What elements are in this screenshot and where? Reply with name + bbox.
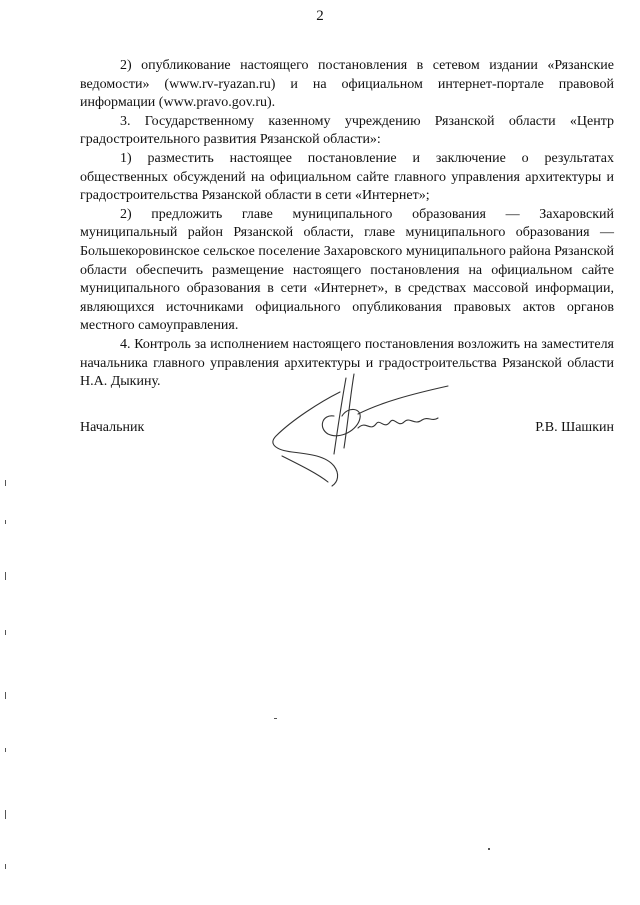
paragraph-item-3-2: 2) предложить главе муниципального образования — Захаровский муниципальный район Рязанской области, главе муниципального образования — Большекоровинское сельское поселение Захаровского муниципального района Рязанской области обеспечить размещение настоящего постановления на официальном сайте муниципального образования в сети «Интернет», в средствах массовой информации, являющихся источниками официального опубликования правовых актов органов местного самоуправления. (80, 206, 614, 334)
paragraph-publication: 2) опубликование настоящего постановления в сетевом издании «Рязанские ведомости» (www.rv-ryazan.ru) и на официальном интернет-портале правовой информации (www.pravo.gov.ru). (80, 58, 614, 111)
scan-speck (274, 718, 277, 719)
paragraph-item-4: 4. Контроль за исполнением настоящего постановления возложить на заместителя начальника главного управления архитектуры и градостроительства Рязанской области Н.А. Дыкину. (80, 336, 614, 390)
handwritten-signature (262, 370, 462, 490)
signatory-position: Начальник (80, 420, 145, 435)
scan-speck (488, 848, 490, 850)
scan-edge-marks (5, 480, 7, 880)
page-number: 2 (316, 8, 324, 24)
paragraph-item-3-1: 1) разместить настоящее постановление и заключение о результатах общественных обсуждений на официальном сайте главного управления архитектуры и градостроительства Рязанской области в сети «Интернет»; (80, 150, 614, 204)
signatory-name: Р.В. Шашкин (535, 420, 614, 435)
paragraph-item-3: 3. Государственному казенному учреждению Рязанской области «Центр градостроительного развития Рязанской области»: (80, 113, 614, 148)
document-body (80, 57, 614, 392)
